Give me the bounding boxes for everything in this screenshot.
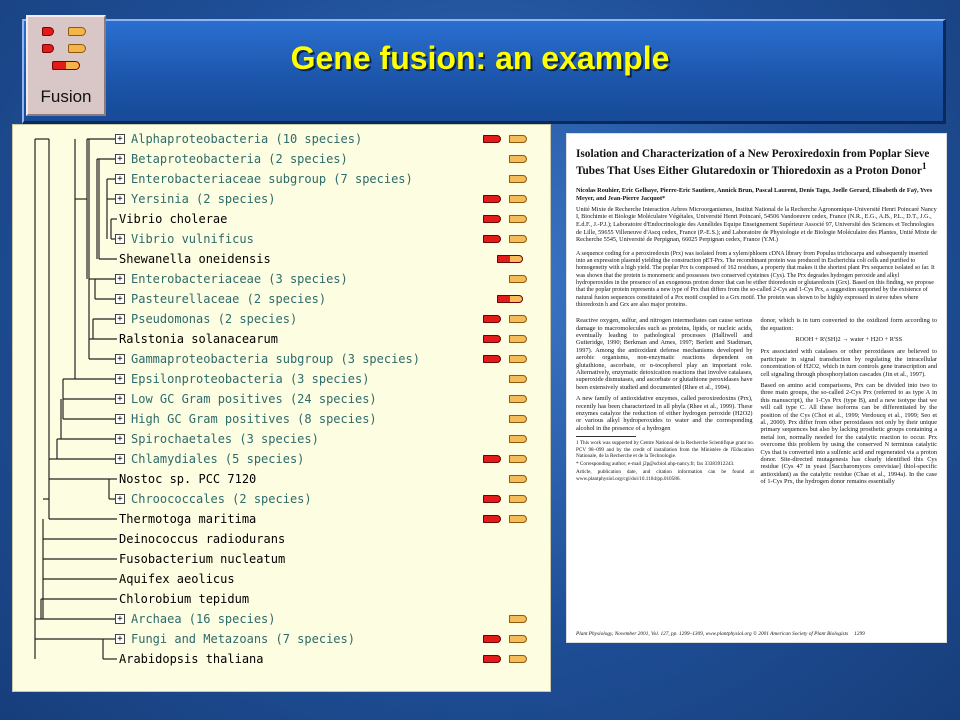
tree-row bbox=[13, 469, 551, 489]
paper-paragraph: donor, which is in turn converted to the oxidized form according to the equation: bbox=[760, 317, 937, 332]
tree-row bbox=[13, 549, 551, 569]
prx-domain-marker bbox=[483, 195, 501, 203]
taxon-label: Deinococcus radiodurans bbox=[119, 532, 286, 546]
paper-page bbox=[566, 133, 947, 643]
grx-domain-marker bbox=[509, 135, 527, 143]
taxon-label: Chlorobium tepidum bbox=[119, 592, 250, 606]
grx-domain-marker bbox=[509, 335, 527, 343]
taxon-label: Fusobacterium nucleatum bbox=[119, 552, 286, 566]
taxon-label: Alphaproteobacteria (10 species) bbox=[131, 132, 363, 146]
prx-domain-marker bbox=[483, 455, 501, 463]
paper-footnotes bbox=[576, 436, 754, 482]
paper-authors: Nicolas Rouhier, Eric Gelhaye, Pierre-Eric Sautiere, Annick Brun, Pascal Laurent, Denis Tagu, Joelle Gerard, Elisabeth de Faÿ, Yves Meyer, and Jean-Pierre Jacquot* bbox=[576, 186, 933, 202]
prx-domain-marker bbox=[483, 215, 501, 223]
tree-row bbox=[13, 349, 551, 369]
grx-domain-marker bbox=[509, 455, 527, 463]
grx-domain-marker bbox=[509, 275, 527, 283]
expand-toggle[interactable]: + bbox=[115, 234, 125, 244]
expand-toggle[interactable]: + bbox=[115, 154, 125, 164]
fusion-domain-marker bbox=[497, 255, 523, 263]
grx-domain-marker bbox=[509, 315, 527, 323]
expand-toggle[interactable]: + bbox=[115, 314, 125, 324]
tree-row bbox=[13, 329, 551, 349]
tree-row bbox=[13, 609, 551, 629]
grx-domain-marker bbox=[509, 215, 527, 223]
taxon-label: Arabidopsis thaliana bbox=[119, 652, 264, 666]
grx-domain-marker bbox=[509, 195, 527, 203]
expand-toggle[interactable]: + bbox=[115, 354, 125, 364]
tree-row bbox=[13, 169, 551, 189]
paper-column-left bbox=[576, 317, 753, 490]
grx-domain-marker bbox=[509, 375, 527, 383]
taxon-label: Pseudomonas (2 species) bbox=[131, 312, 298, 326]
taxon-label: Nostoc sp. PCC 7120 bbox=[119, 472, 257, 486]
paper-paragraph: Based on amino acid comparisons, Prx can be divided into two to three main groups, the so-called 2-Cys Prx (referred to as type A in this manuscript), the 1-Cys Prx (type B), and a new isotype that we will call type C. All these isoforms can be differentiated by the position of the Cys (Choi et al., 1999; Verdoucq et al., 1999; Seo et al., 2000). Prx differ from other peroxidases not only by their unique primary sequences but also by lacking prosthetic groups containing a metal ion, normally needed for the catalytic reaction to occur. Prx overcome this problem by using the conserved N terminus catalytic Cys that is converted into a sulfenic acid and regenerated via a proton donor. Site-directed mutagenesis has clearly identified this Cys residue (Cys 47 in yeast [Saccharomyces cerevisiae] thiol-specific antioxidant) as the catalytic residue (Chae et al., 1994a). In the case of 1-Cys Prx, the hydrogen donor remains essentially bbox=[760, 381, 937, 486]
tree-row bbox=[13, 309, 551, 329]
expand-toggle[interactable]: + bbox=[115, 494, 125, 504]
taxon-label: Yersinia (2 species) bbox=[131, 192, 276, 206]
prx-domain-marker bbox=[483, 235, 501, 243]
tree-row bbox=[13, 189, 551, 209]
prx-domain-marker bbox=[483, 315, 501, 323]
tree-row bbox=[13, 129, 551, 149]
grx-domain-marker bbox=[509, 415, 527, 423]
tree-row bbox=[13, 269, 551, 289]
expand-toggle[interactable]: + bbox=[115, 634, 125, 644]
tree-row bbox=[13, 649, 551, 669]
tree-row bbox=[13, 449, 551, 469]
prx-domain-marker bbox=[483, 635, 501, 643]
paper-paragraph: Prx associated with catalases or other peroxidases are believed to participate in signal transduction by regulating the intracellular concentration of H2O2, which in turn controls gene transcription and cell signaling through phosphorylation cascades (Jin et al., 1997). bbox=[760, 348, 937, 378]
paper-title: Isolation and Characterization of a New Peroxiredoxin from Poplar Sieve Tubes That Uses Either Glutaredoxin or Thioredoxin as a Proton Donor$^1$ bbox=[576, 148, 930, 177]
taxon-label: Enterobacteriaceae (3 species) bbox=[131, 272, 348, 286]
paper-paragraph: A new family of antioxidative enzymes, called peroxiredoxins (Prx), recently has been characterized in all phyla (Rhee et al., 1999). These enzymes catalyze the reduction of either hydrogen peroxide (H2O2) or various alkyl hydroperoxides to water and the corresponding alcohol in the presence of a hydrogen bbox=[576, 395, 753, 432]
tree-row bbox=[13, 229, 551, 249]
expand-toggle[interactable]: + bbox=[115, 174, 125, 184]
grx-domain-marker bbox=[509, 515, 527, 523]
tree-row bbox=[13, 629, 551, 649]
grx-domain-marker bbox=[509, 435, 527, 443]
tree-row bbox=[13, 369, 551, 389]
prx-domain-marker bbox=[483, 655, 501, 663]
taxon-label: Ralstonia solanacearum bbox=[119, 332, 278, 346]
tree-row bbox=[13, 389, 551, 409]
taxon-label: Pasteurellaceae (2 species) bbox=[131, 292, 327, 306]
expand-toggle[interactable]: + bbox=[115, 294, 125, 304]
expand-toggle[interactable]: + bbox=[115, 454, 125, 464]
footnote: * Corresponding author; e-mail j2p@scbiol.uhp-nancy.fr; fax 33383912243. bbox=[576, 461, 735, 468]
tree-row bbox=[13, 509, 551, 529]
slide-title: Gene fusion: an example bbox=[290, 40, 670, 76]
taxon-label: Enterobacteriaceae subgroup (7 species) bbox=[131, 172, 413, 186]
tree-row bbox=[13, 569, 551, 589]
expand-toggle[interactable]: + bbox=[115, 394, 125, 404]
grx-domain-marker bbox=[509, 155, 527, 163]
tree-row bbox=[13, 429, 551, 449]
fusion-label: Fusion bbox=[40, 87, 92, 106]
prx-domain-marker bbox=[483, 355, 501, 363]
tree-row bbox=[13, 489, 551, 509]
tree-row bbox=[13, 589, 551, 609]
expand-toggle[interactable]: + bbox=[115, 614, 125, 624]
grx-domain-marker bbox=[509, 395, 527, 403]
fusion-icon bbox=[26, 15, 106, 116]
paper-footer: Plant Physiology, November 2001, Vol. 127, pp. 1299–1309, www.plantphysiol.org © 2001 American Society of Plant Biologists 1299 bbox=[576, 631, 865, 637]
expand-toggle[interactable]: + bbox=[115, 274, 125, 284]
paper-body bbox=[576, 317, 937, 490]
tree-row bbox=[13, 149, 551, 169]
taxon-label: Thermotoga maritima bbox=[119, 512, 257, 526]
expand-toggle[interactable]: + bbox=[115, 374, 125, 384]
tree-row bbox=[13, 529, 551, 549]
taxon-label: Betaproteobacteria (2 species) bbox=[131, 152, 348, 166]
grx-domain-marker bbox=[509, 235, 527, 243]
paper-affiliation: Unité Mixte de Recherche Interaction Arbres Microorganismes, Institut National de la Recherche Agronomique-Université Henri Poincaré Nancy I, Biochimie et Biologie Moléculaire Végétales, Université Henri Poincaré, 54506 Vandoeuvre cedex, France (N.R., E.G., A.B., P.L., D.T., J.G., E.d.F., J.-P.J.); Laboratoire d'Endocrinologie des Annélides Equipe Enseignement Supérieur Associé 97, Université des Sciences et Technologies de Lille, 59655 Villeneuve d'Ascq cedex, France (P.-E.S.); and Laboratoire de Physiologie et de Biologie Moléculaire des Plantes, Unité Mixte de Recherche 5545, Université de Perpignan, 66025 Perpignan cedex, France (Y.M.) bbox=[576, 205, 937, 244]
taxon-label: Shewanella oneidensis bbox=[119, 252, 271, 266]
prx-domain-marker bbox=[483, 515, 501, 523]
grx-domain-marker bbox=[509, 635, 527, 643]
paper-column-right bbox=[761, 317, 938, 490]
expand-toggle[interactable]: + bbox=[115, 434, 125, 444]
taxon-label: High GC Gram positives (8 species) bbox=[131, 412, 377, 426]
footnote: 1 This work was supported by Centre National de la Recherche Scientifique grant no. PCV 98–099 and by the credit of installation from the Ministère de l'Education Nationale, de la Recherche et de la Technologie. bbox=[576, 440, 754, 459]
taxon-label: Vibrio vulnificus bbox=[131, 232, 254, 246]
grx-domain-marker bbox=[509, 355, 527, 363]
paper-equation: ROOH + R'(SH)2 → water + H2O + R'SS bbox=[795, 335, 903, 343]
expand-toggle[interactable]: + bbox=[115, 194, 125, 204]
expand-toggle[interactable]: + bbox=[115, 134, 125, 144]
expand-toggle[interactable]: + bbox=[115, 414, 125, 424]
taxon-label: Aquifex aeolicus bbox=[119, 572, 235, 586]
taxon-label: Vibrio cholerae bbox=[119, 212, 228, 226]
taxon-label: Archaea (16 species) bbox=[131, 612, 276, 626]
taxon-label: Chroococcales (2 species) bbox=[131, 492, 312, 506]
fusion-domain-marker bbox=[497, 295, 523, 303]
prx-domain-marker bbox=[483, 495, 501, 503]
grx-domain-marker bbox=[509, 495, 527, 503]
tree-row bbox=[13, 249, 551, 269]
prx-domain-marker bbox=[483, 135, 501, 143]
taxon-label: Low GC Gram positives (24 species) bbox=[131, 392, 377, 406]
tree-row bbox=[13, 289, 551, 309]
taxon-label: Gammaproteobacteria subgroup (3 species) bbox=[131, 352, 420, 366]
paper-abstract: A sequence coding for a peroxiredoxin (Prx) was isolated from a xylem/phloem cDNA library from Populus trichocarpa and subsequently inserted into an expression plasmid yielding the construction pET-Prx. The recombinant protein was produced in Escherichia coli cells and purified to homogeneity with a high yield. The poplar Prx is composed of 162 residues, a property that makes it the shortest plant Prx sequence isolated so far. It was shown that the protein is monomeric and possesses two conserved cysteines (Cys). The Prx degrades hydrogen peroxide and alkyl hydroperoxides in the presence of an exogenous proton donor that can be either thioredoxin or glutaredoxin (Grx). Based on this finding, we propose that the poplar protein represents a new type of Prx that differs from the so-called 2-Cys and 1-Cys Prx, a suggestion supported by the existence of natural fusion sequences constituted of a Prx motif coupled to a Grx motif. The protein was shown to be highly expressed in sieve tubes where thioredoxin h and Grx are also major proteins. bbox=[576, 250, 935, 308]
phylogeny-tree-panel bbox=[12, 124, 551, 692]
taxon-label: Epsilonproteobacteria (3 species) bbox=[131, 372, 370, 386]
prx-domain-marker bbox=[483, 335, 501, 343]
grx-domain-marker bbox=[509, 615, 527, 623]
grx-domain-marker bbox=[509, 475, 527, 483]
paper-paragraph: Reactive oxygen, sulfur, and nitrogen intermediates can cause serious damage to macromolecules such as proteins, lipids, or nucleic acids, eventually leading to pathological processes (Halliwell and Gutteridge, 1990; Berkman and Ames, 1997; Berlett and Stadtman, 1997). Among the antioxidant defense mechanisms developed by aerobic organisms, non-enzymatic reactions dependent on glutathione, ascorbate, or α-tocopherol play an important role. Alternatively, enzymatic detoxication reactions that involve catalases, superoxide dismutases, and ascorbate or glutathione peroxidases have been extensively studied and documented (Rhee et al., 1994). bbox=[576, 317, 753, 391]
tree-row bbox=[13, 209, 551, 229]
footnote: Article, publication date, and citation information can be found at www.plantphysiol.org/cgi/doi/10.1104/pp.010586. bbox=[576, 469, 754, 482]
grx-domain-marker bbox=[509, 655, 527, 663]
grx-domain-marker bbox=[509, 175, 527, 183]
taxon-label: Spirochaetales (3 species) bbox=[131, 432, 319, 446]
taxon-label: Chlamydiales (5 species) bbox=[131, 452, 305, 466]
taxon-label: Fungi and Metazoans (7 species) bbox=[131, 632, 355, 646]
tree-row bbox=[13, 409, 551, 429]
